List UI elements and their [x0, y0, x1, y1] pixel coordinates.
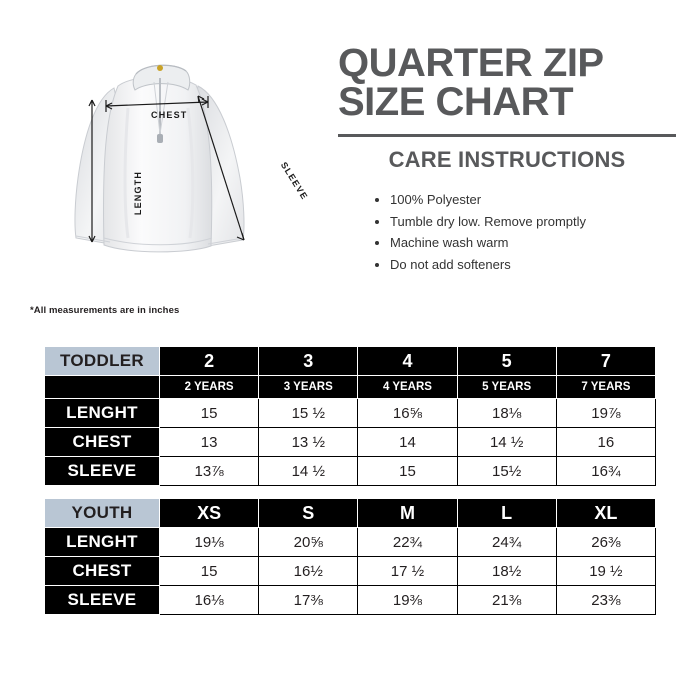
toddler-cell: 13⅞ [160, 457, 259, 486]
toddler-cell: 14 ½ [457, 428, 556, 457]
toddler-size-header: 7 [556, 347, 655, 376]
toddler-age-label: 2 YEARS [160, 376, 259, 399]
youth-size-header: M [358, 499, 457, 528]
table-row [45, 457, 656, 486]
toddler-row-label: SLEEVE [45, 457, 160, 486]
youth-cell: 20⅝ [259, 528, 358, 557]
youth-size-header: XS [160, 499, 259, 528]
youth-cell: 16½ [259, 557, 358, 586]
youth-cell: 26⅜ [556, 528, 655, 557]
list-item: • 100% Polyester [390, 189, 676, 210]
title-line-2: SIZE CHART [338, 80, 573, 125]
youth-cell: 23⅜ [556, 586, 655, 615]
garment-illustration-pane [0, 0, 330, 340]
youth-size-header: L [457, 499, 556, 528]
table-row [45, 347, 656, 376]
title-line-1: QUARTER ZIP [338, 41, 604, 85]
youth-cell: 18½ [457, 557, 556, 586]
table-row [45, 428, 656, 457]
toddler-cell: 16⅝ [358, 399, 457, 428]
table-row [45, 399, 656, 428]
toddler-age-label: 7 YEARS [556, 376, 655, 399]
toddler-size-table [44, 346, 656, 498]
youth-cell: 16⅛ [160, 586, 259, 615]
youth-cell: 22¾ [358, 528, 457, 557]
list-item: • Tumble dry low. Remove promptly [390, 211, 676, 232]
toddler-cell: 19⅞ [556, 399, 655, 428]
youth-cell: 15 [160, 557, 259, 586]
size-tables [0, 340, 700, 615]
toddler-age-label: 4 YEARS [358, 376, 457, 399]
toddler-group-label: TODDLER [45, 347, 160, 376]
chest-label: CHEST [151, 110, 188, 120]
toddler-cell: 15½ [457, 457, 556, 486]
toddler-cell: 14 [358, 428, 457, 457]
toddler-cell: 16 [556, 428, 655, 457]
toddler-size-header: 5 [457, 347, 556, 376]
youth-size-table [44, 498, 656, 615]
toddler-cell: 15 ½ [259, 399, 358, 428]
toddler-age-blank [45, 376, 160, 399]
youth-cell: 17⅜ [259, 586, 358, 615]
measurement-note: *All measurements are in inches [30, 305, 180, 316]
toddler-size-header: 4 [358, 347, 457, 376]
page-title [338, 41, 676, 125]
table-row [45, 376, 656, 399]
youth-row-label: SLEEVE [45, 586, 160, 615]
toddler-cell: 15 [160, 399, 259, 428]
toddler-row-label: CHEST [45, 428, 160, 457]
youth-cell: 19 ½ [556, 557, 655, 586]
title-divider [338, 134, 676, 137]
toddler-age-label: 5 YEARS [457, 376, 556, 399]
table-row [45, 528, 656, 557]
table-spacer [45, 486, 656, 499]
youth-cell: 21⅜ [457, 586, 556, 615]
youth-cell: 19⅜ [358, 586, 457, 615]
youth-cell: 24¾ [457, 528, 556, 557]
toddler-age-label: 3 YEARS [259, 376, 358, 399]
length-label: LENGTH [133, 170, 144, 216]
care-instructions-list [338, 189, 676, 275]
toddler-cell: 13 ½ [259, 428, 358, 457]
toddler-size-header: 2 [160, 347, 259, 376]
toddler-cell: 14 ½ [259, 457, 358, 486]
youth-size-header: S [259, 499, 358, 528]
youth-cell: 19⅛ [160, 528, 259, 557]
toddler-cell: 13 [160, 428, 259, 457]
table-row [45, 499, 656, 528]
table-row [45, 586, 656, 615]
list-item: • Machine wash warm [390, 232, 676, 253]
care-instructions-title: CARE INSTRUCTIONS [388, 147, 626, 173]
sleeve-label: SLEEVE [278, 160, 310, 202]
table-row [45, 557, 656, 586]
toddler-size-header: 3 [259, 347, 358, 376]
garment-illustration [48, 38, 310, 288]
youth-row-label: CHEST [45, 557, 160, 586]
toddler-cell: 16¾ [556, 457, 655, 486]
youth-cell: 17 ½ [358, 557, 457, 586]
youth-size-header: XL [556, 499, 655, 528]
quarter-zip-pullover-icon [48, 38, 288, 288]
youth-group-label: YOUTH [45, 499, 160, 528]
list-item: • Do not add softeners [390, 254, 676, 275]
toddler-cell: 18⅛ [457, 399, 556, 428]
info-pane [330, 0, 700, 340]
toddler-cell: 15 [358, 457, 457, 486]
top-section [0, 0, 700, 340]
toddler-row-label: LENGHT [45, 399, 160, 428]
youth-row-label: LENGHT [45, 528, 160, 557]
